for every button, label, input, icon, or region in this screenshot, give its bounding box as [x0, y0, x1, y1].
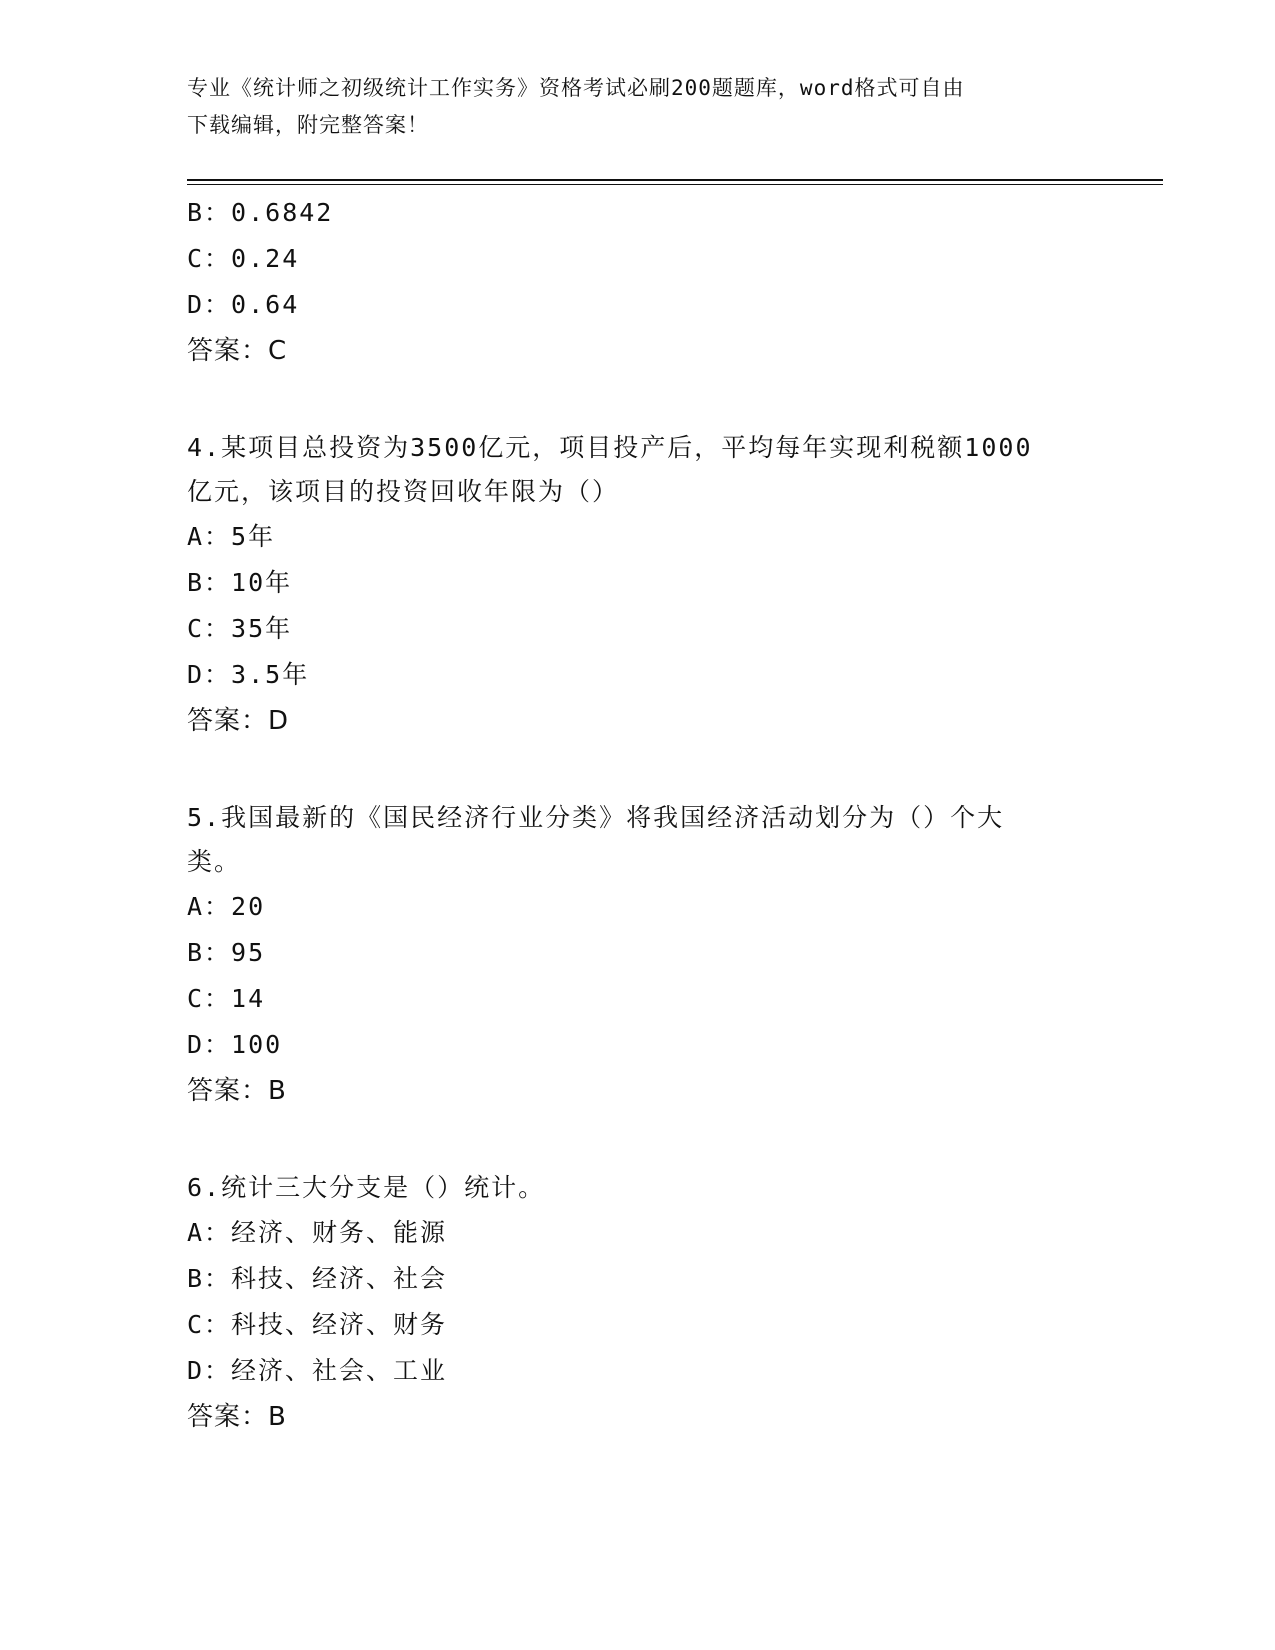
document-header [187, 70, 1087, 144]
option-c: C：35年 [187, 614, 293, 643]
question-text-line: 5.我国最新的《国民经济行业分类》将我国经济活动划分为（）个大 [187, 803, 1005, 832]
question-text-line: 类。 [187, 847, 242, 876]
option-a: A：经济、财务、能源 [187, 1218, 448, 1247]
answer-line: 答案：B [187, 1076, 287, 1106]
answer-line: 答案：B [187, 1402, 287, 1432]
option-a: A：20 [187, 892, 266, 921]
option-d: D：经济、社会、工业 [187, 1356, 448, 1385]
answer-line: 答案：C [187, 336, 288, 366]
question-text-line: 6.统计三大分支是（）统计。 [187, 1173, 546, 1202]
header-divider-thin [187, 184, 1163, 185]
question-list [187, 190, 1087, 1440]
question-3-tail [187, 190, 1087, 374]
option-b: B：10年 [187, 568, 293, 597]
spacer [187, 744, 1087, 794]
question-5 [187, 796, 1087, 1114]
question-6 [187, 1166, 1087, 1440]
spacer [187, 1114, 1087, 1164]
header-line-2: 下载编辑，附完整答案！ [187, 113, 429, 137]
header-line-1: 专业《统计师之初级统计工作实务》资格考试必刷200题题库，word格式可自由 [187, 76, 965, 100]
option-d: D：3.5年 [187, 660, 310, 689]
question-4 [187, 426, 1087, 744]
option-d: D：0.64 [187, 290, 300, 319]
header-divider-thick [187, 179, 1163, 181]
option-b: B：95 [187, 938, 266, 967]
option-b: B：0.6842 [187, 198, 334, 227]
option-c: C：科技、经济、财务 [187, 1310, 448, 1339]
spacer [187, 374, 1087, 424]
option-d: D：100 [187, 1030, 283, 1059]
option-b: B：科技、经济、社会 [187, 1264, 448, 1293]
option-c: C：14 [187, 984, 266, 1013]
answer-line: 答案：D [187, 706, 290, 736]
option-a: A：5年 [187, 522, 276, 551]
question-text-line: 亿元，该项目的投资回收年限为（） [187, 477, 620, 506]
question-text-line: 4.某项目总投资为3500亿元，项目投产后，平均每年实现利税额1000 [187, 433, 1033, 462]
option-c: C：0.24 [187, 244, 300, 273]
